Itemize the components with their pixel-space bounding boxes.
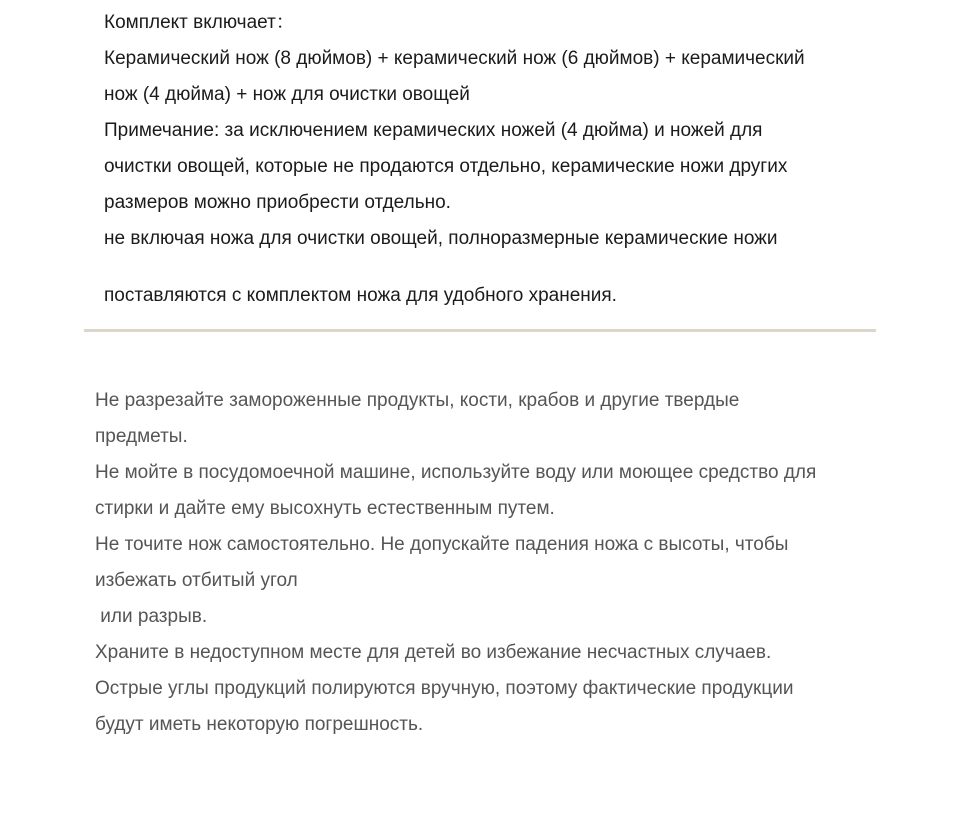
kit-note-line-3: размеров можно приобрести отдельно.	[104, 192, 451, 213]
kit-contents-line-2: нож (4 дюйма) + нож для очистки овощей	[104, 84, 470, 105]
care-line-5: Не точите нож самостоятельно. Не допускайте падения ножа с высоты, чтобы	[95, 534, 789, 555]
care-line-9: Острые углы продукций полируются вручную, поэтому фактические продукции	[95, 678, 794, 699]
section-divider	[84, 329, 876, 332]
care-line-7: или разрыв.	[95, 606, 208, 627]
care-line-6: избежать отбитый угол	[95, 570, 298, 591]
care-line-1: Не разрезайте замороженные продукты, кости, крабов и другие твердые	[95, 390, 740, 411]
care-line-10: будут иметь некоторую погрешность.	[95, 714, 424, 735]
kit-note-line-5: поставляются с комплектом ножа для удобного хранения.	[104, 285, 617, 306]
care-line-3: Не мойте в посудомоечной машине, используйте воду или моющее средство для	[95, 462, 817, 483]
kit-contents-line-1: Керамический нож (8 дюймов) + керамический нож (6 дюймов) + керамический	[104, 48, 805, 69]
kit-title: Комплект включает：	[104, 12, 295, 33]
care-line-8: Храните в недоступном месте для детей во избежание несчастных случаев.	[95, 642, 772, 663]
care-line-4: стирки и дайте ему высохнуть естественным путем.	[95, 498, 555, 519]
kit-note-line-1: Примечание: за исключением керамических ножей (4 дюйма) и ножей для	[104, 120, 763, 141]
kit-note-line-4: не включая ножа для очистки овощей, полноразмерные керамические ножи	[104, 228, 778, 249]
care-line-2: предметы.	[95, 426, 188, 447]
kit-note-line-2: очистки овощей, которые не продаются отдельно, керамические ножи других	[104, 156, 788, 177]
